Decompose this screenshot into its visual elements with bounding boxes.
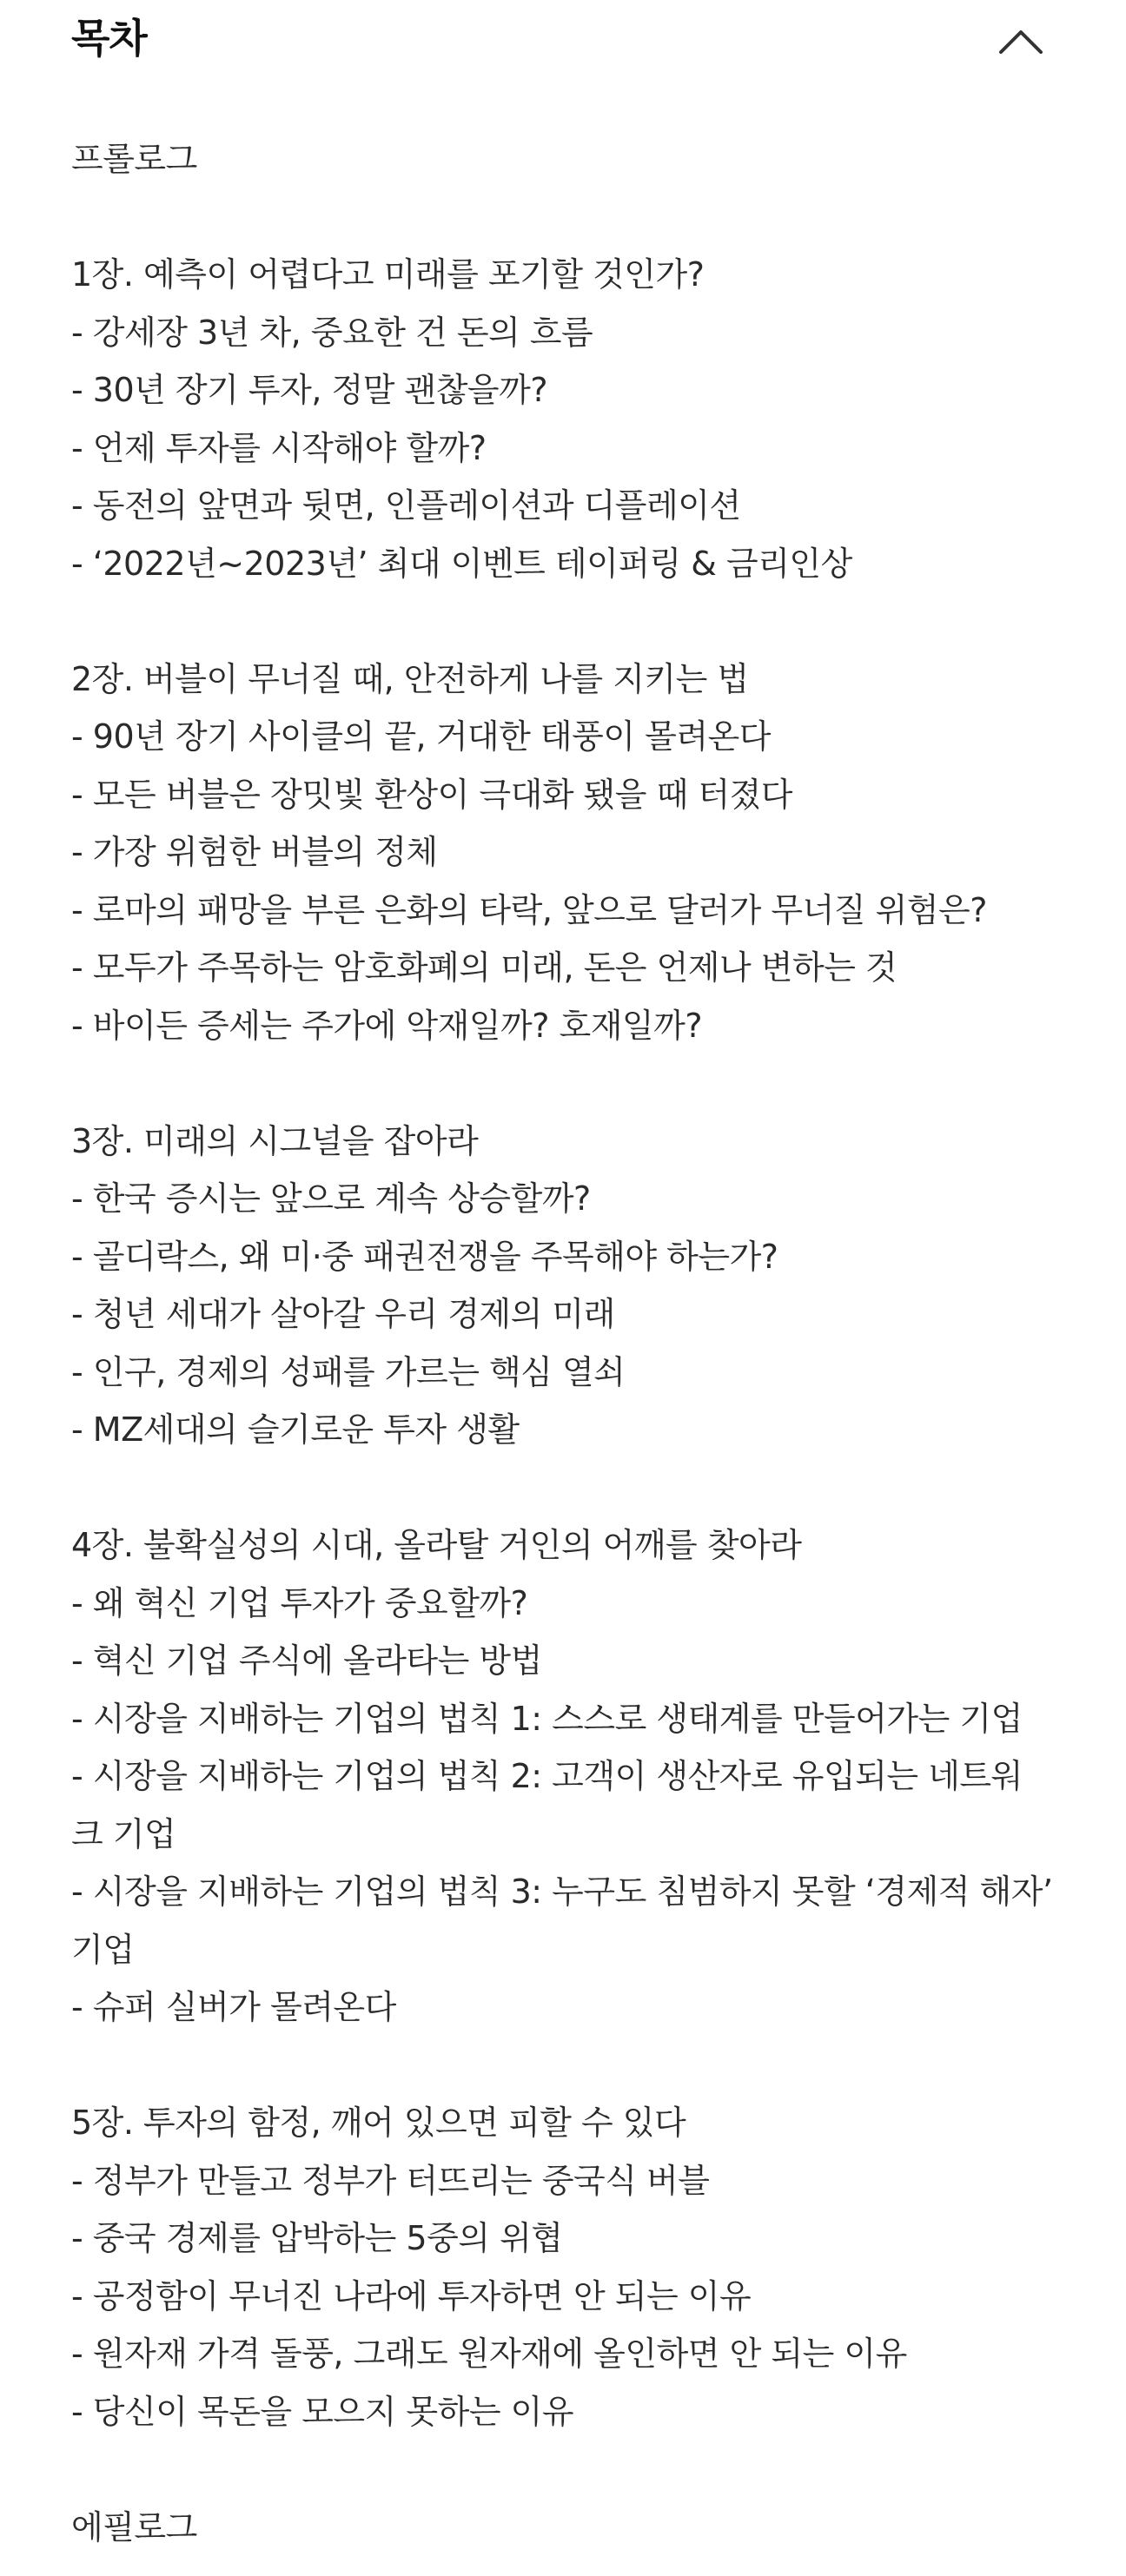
toc-gap (71, 188, 1053, 247)
chapter-item: - 동전의 앞면과 뒷면, 인플레이션과 디플레이션 (71, 486, 741, 525)
chapter-item: - 강세장 3년 차, 중요한 건 돈의 흐름 (71, 313, 593, 352)
chapter-item: - 당신이 목돈을 모으지 못하는 이유 (71, 2392, 574, 2431)
chapter-item: - 청년 세대가 살아갈 우리 경제의 미래 (71, 1295, 615, 1333)
toc-gap (71, 1459, 1053, 1517)
chevron-up-icon (990, 17, 1051, 66)
chapter-item: - MZ세대의 슬기로운 투자 생활 (71, 1410, 520, 1449)
chapter-title: 5장. 투자의 함정, 깨어 있으면 피할 수 있다 (71, 2104, 686, 2142)
chapter-item: - 시장을 지배하는 기업의 법칙 1: 스스로 생태계를 만들어가는 기업 (71, 1699, 1023, 1738)
chapter-item: - 언제 투자를 시작해야 할까? (71, 428, 487, 467)
chapter-item: - 인구, 경제의 성패를 가르는 핵심 열쇠 (71, 1352, 626, 1391)
chapter-item: - 시장을 지배하는 기업의 법칙 2: 고객이 생산자로 유입되는 네트워크 기업 (71, 1757, 1023, 1853)
toc-header (0, 0, 1126, 83)
toc-gap (71, 2037, 1053, 2095)
chapter-item: - 공정함이 무너진 나라에 투자하면 안 되는 이유 (71, 2276, 752, 2315)
chapter-item: - 모두가 주목하는 암호화폐의 미래, 돈은 언제나 변하는 것 (71, 948, 897, 987)
chapter-item: - 90년 장기 사이클의 끝, 거대한 태풍이 몰려온다 (71, 717, 771, 756)
chapter-item: - 왜 혁신 기업 투자가 중요할까? (71, 1583, 528, 1622)
chapter-item: - 모든 버블은 장밋빛 환상이 극대화 됐을 때 터졌다 (71, 775, 793, 814)
chapter-item: - 가장 위험한 버블의 정체 (71, 833, 438, 871)
toc-body (71, 130, 1053, 2556)
chapter-item: - 혁신 기업 주식에 올라타는 방법 (71, 1641, 542, 1680)
chapter-item: - 30년 장기 투자, 정말 괜찮을까? (71, 371, 547, 409)
collapse-toggle-button[interactable] (990, 17, 1051, 66)
toc-gap (71, 1054, 1053, 1113)
chapter-title: 1장. 예측이 어렵다고 미래를 포기할 것인가? (71, 255, 705, 294)
chapter-item: - 정부가 만들고 정부가 터뜨리는 중국식 버블 (71, 2161, 710, 2200)
chapter-item: - 골디락스, 왜 미·중 패권전쟁을 주목해야 하는가? (71, 1237, 778, 1276)
chapter-item: - 슈퍼 실버가 몰려온다 (71, 1988, 396, 2026)
chapter-title: 2장. 버블이 무너질 때, 안전하게 나를 지키는 법 (71, 659, 749, 698)
chapter-item: - 중국 경제를 압박하는 5중의 위협 (71, 2219, 563, 2257)
toc-gap (71, 592, 1053, 651)
toc-gap (71, 2441, 1053, 2499)
chapter-title: 4장. 불확실성의 시대, 올라탈 거인의 어깨를 찾아라 (71, 1526, 802, 1564)
chapter-item: - 원자재 가격 돌풍, 그래도 원자재에 올인하면 안 되는 이유 (71, 2335, 907, 2373)
chapter-item: - ‘2022년~2023년’ 최대 이벤트 테이퍼링 & 금리인상 (71, 544, 852, 583)
toc-title: 목차 (71, 15, 147, 62)
chapter-item: - 한국 증시는 앞으로 계속 상승할까? (71, 1179, 591, 1218)
toc-epilogue: 에필로그 (71, 2507, 197, 2546)
chapter-item: - 로마의 패망을 부른 은화의 타락, 앞으로 달러가 무너질 위험은? (71, 890, 987, 929)
chapter-title: 3장. 미래의 시그널을 잡아라 (71, 1121, 479, 1160)
chapter-item: - 시장을 지배하는 기업의 법칙 3: 누구도 침범하지 못할 ‘경제적 해자’ 기업 (71, 1873, 1053, 1969)
chapter-item: - 바이든 증세는 주가에 악재일까? 호재일까? (71, 1006, 702, 1045)
toc-prologue: 프롤로그 (71, 140, 197, 178)
